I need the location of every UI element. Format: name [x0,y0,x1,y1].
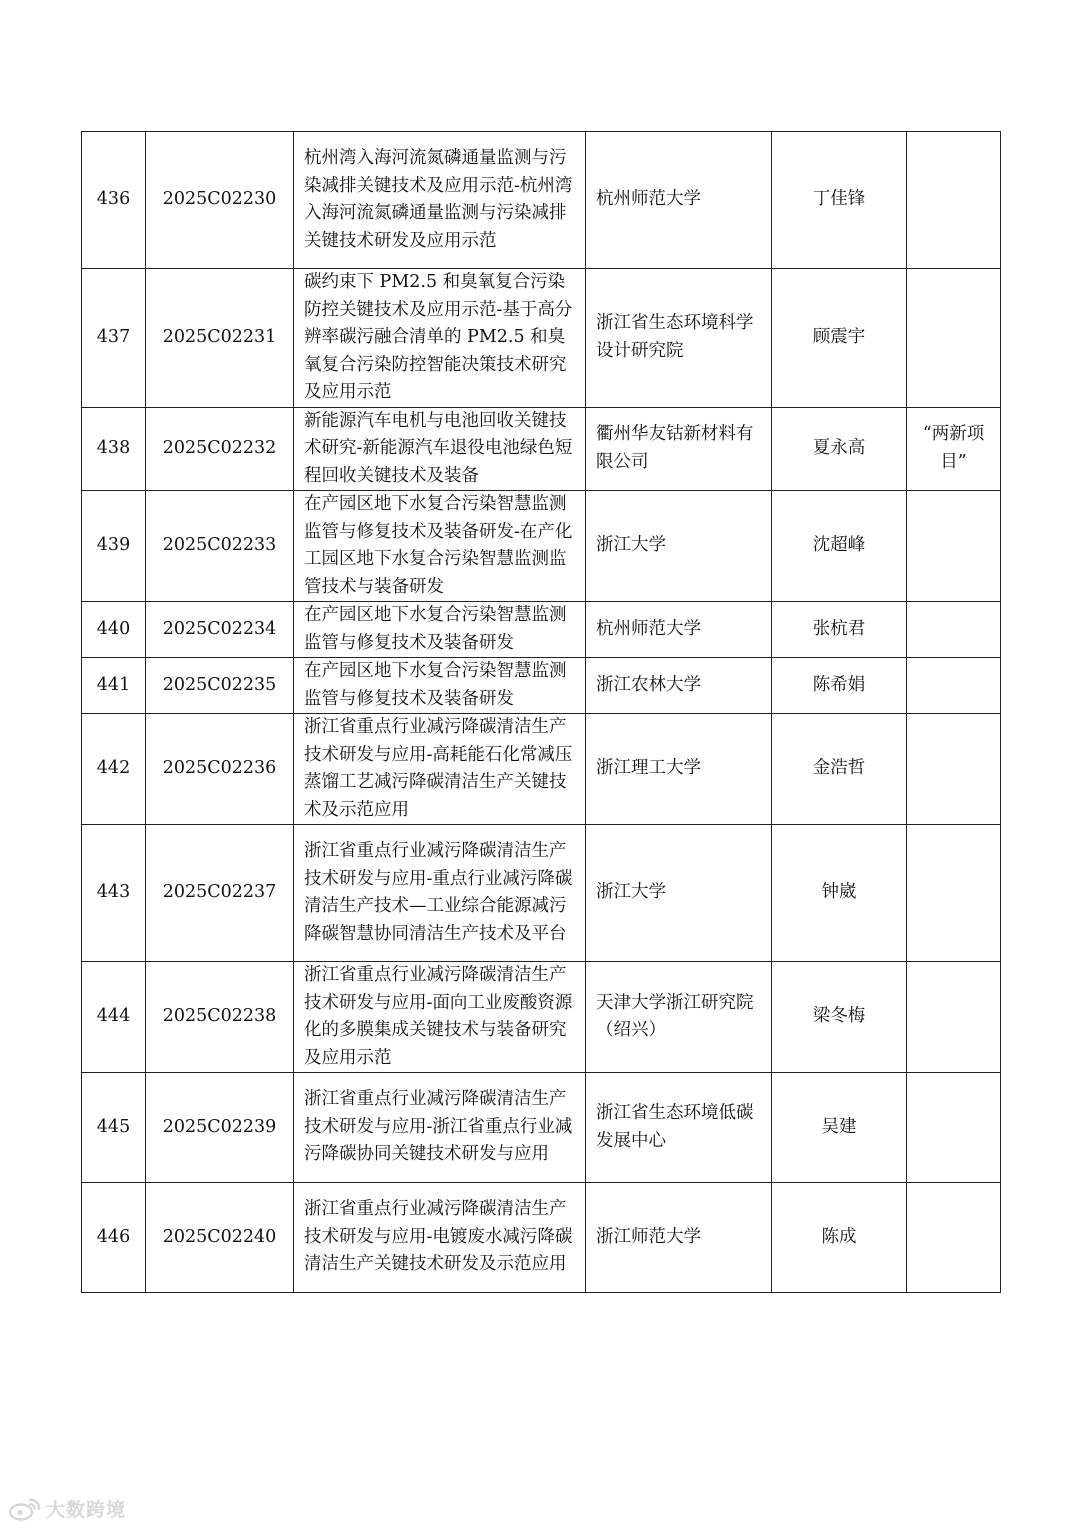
organization: 杭州师范大学 [586,132,772,269]
organization: 浙江省生态环境低碳发展中心 [586,1073,772,1183]
project-name: 浙江省重点行业减污降碳清洁生产技术研发与应用-电镀废水减污降碳清洁生产关键技术研发及示范应用 [294,1183,586,1293]
project-leader: 丁佳锋 [772,132,907,269]
project-name: 在产园区地下水复合污染智慧监测监管与修复技术及装备研发-在产化工园区地下水复合污染智慧监测监管技术与装备研发 [294,491,586,602]
organization: 浙江师范大学 [586,1183,772,1293]
organization: 浙江省生态环境科学设计研究院 [586,269,772,408]
row-number: 446 [82,1183,146,1293]
table-row [82,1073,1001,1183]
project-table [81,131,1001,1293]
remark [907,658,1001,714]
organization: 浙江理工大学 [586,714,772,825]
organization: 杭州师范大学 [586,602,772,658]
organization: 衢州华友钴新材料有限公司 [586,407,772,491]
project-leader: 沈超峰 [772,491,907,602]
project-code: 2025C02240 [146,1183,294,1293]
project-name: 在产园区地下水复合污染智慧监测监管与修复技术及装备研发 [294,602,586,658]
project-table-body [82,132,1001,1293]
project-code: 2025C02232 [146,407,294,491]
row-number: 444 [82,962,146,1073]
remark: “两新项目” [907,407,1001,491]
project-leader: 钟崴 [772,825,907,962]
project-name: 浙江省重点行业减污降碳清洁生产技术研发与应用-高耗能石化常减压蒸馏工艺减污降碳清洁生产关键技术及示范应用 [294,714,586,825]
table-row [82,269,1001,408]
remark [907,962,1001,1073]
project-leader: 陈希娟 [772,658,907,714]
project-leader: 陈成 [772,1183,907,1293]
project-name: 浙江省重点行业减污降碳清洁生产技术研发与应用-重点行业减污降碳清洁生产技术—工业综合能源减污降碳智慧协同清洁生产技术及平台 [294,825,586,962]
table-row [82,658,1001,714]
table-row [82,1183,1001,1293]
watermark [8,1495,126,1522]
project-code: 2025C02237 [146,825,294,962]
remark [907,602,1001,658]
project-name: 浙江省重点行业减污降碳清洁生产技术研发与应用-浙江省重点行业减污降碳协同关键技术研发与应用 [294,1073,586,1183]
organization: 浙江大学 [586,491,772,602]
project-code: 2025C02238 [146,962,294,1073]
remark [907,714,1001,825]
row-number: 440 [82,602,146,658]
project-code: 2025C02230 [146,132,294,269]
remark [907,132,1001,269]
table-row [82,602,1001,658]
organization: 天津大学浙江研究院（绍兴） [586,962,772,1073]
remark [907,1073,1001,1183]
project-name: 在产园区地下水复合污染智慧监测监管与修复技术及装备研发 [294,658,586,714]
table-row [82,407,1001,491]
row-number: 438 [82,407,146,491]
row-number: 441 [82,658,146,714]
project-code: 2025C02231 [146,269,294,408]
remark [907,491,1001,602]
organization: 浙江农林大学 [586,658,772,714]
project-name: 杭州湾入海河流氮磷通量监测与污染减排关键技术及应用示范-杭州湾入海河流氮磷通量监测与污染减排关键技术研发及应用示范 [294,132,586,269]
row-number: 445 [82,1073,146,1183]
project-code: 2025C02234 [146,602,294,658]
project-leader: 夏永高 [772,407,907,491]
project-name: 新能源汽车电机与电池回收关键技术研究-新能源汽车退役电池绿色短程回收关键技术及装备 [294,407,586,491]
project-code: 2025C02235 [146,658,294,714]
table-row [82,825,1001,962]
table-row [82,132,1001,269]
project-code: 2025C02236 [146,714,294,825]
row-number: 437 [82,269,146,408]
row-number: 439 [82,491,146,602]
project-code: 2025C02233 [146,491,294,602]
table-row [82,491,1001,602]
organization: 浙江大学 [586,825,772,962]
table-row [82,962,1001,1073]
project-leader: 梁冬梅 [772,962,907,1073]
project-code: 2025C02239 [146,1073,294,1183]
remark [907,825,1001,962]
remark [907,1183,1001,1293]
project-name: 浙江省重点行业减污降碳清洁生产技术研发与应用-面向工业废酸资源化的多膜集成关键技术与装备研究及应用示范 [294,962,586,1073]
row-number: 443 [82,825,146,962]
project-leader: 金浩哲 [772,714,907,825]
row-number: 442 [82,714,146,825]
weibo-logo-icon [8,1496,42,1522]
watermark-text: 大数跨境 [46,1499,127,1521]
row-number: 436 [82,132,146,269]
project-leader: 吴建 [772,1073,907,1183]
table-row [82,714,1001,825]
project-name: 碳约束下 PM2.5 和臭氧复合污染防控关键技术及应用示范-基于高分辨率碳污融合清单的 PM2.5 和臭氧复合污染防控智能决策技术研究及应用示范 [294,269,586,408]
project-leader: 顾震宇 [772,269,907,408]
remark [907,269,1001,408]
project-leader: 张杭君 [772,602,907,658]
